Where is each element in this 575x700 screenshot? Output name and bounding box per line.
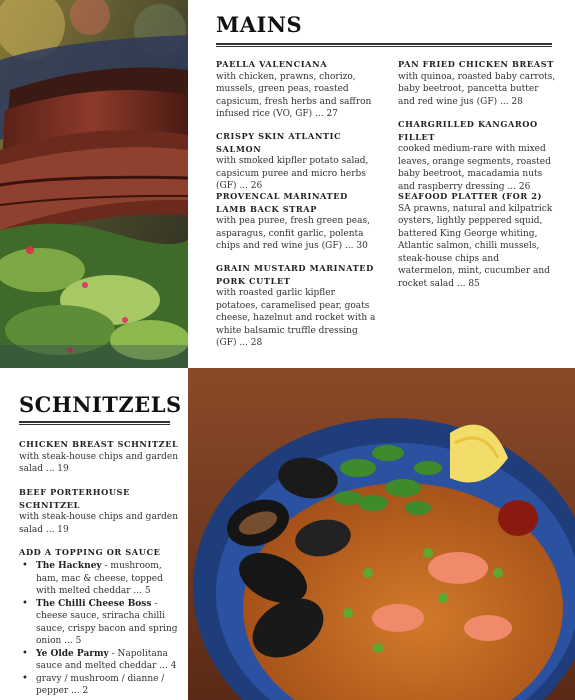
menu-item-desc: SA prawns, natural and kilpatrick oysters, lightly peppered squid, battered King George whiting, Atlantic salmon, chilli mussels, steak-house chips and watermelon, mint, cucumber and rocket salad ... 85	[398, 203, 553, 289]
menu-item-kangaroo	[398, 118, 556, 193]
mains-title: MAINS	[216, 12, 303, 37]
menu-item-name: BEEF PORTERHOUSE SCHNITZEL	[19, 487, 130, 510]
menu-item-name: PROVENCAL MARINATED LAMB BACK STRAP	[216, 191, 348, 214]
menu-item-pork	[216, 262, 376, 350]
list-item: • gravy / mushroom / dianne / pepper ... 2	[19, 673, 179, 698]
menu-item-chicken-schnitzel	[19, 438, 179, 476]
menu-item-lamb	[216, 190, 376, 253]
menu-item-name: GRAIN MUSTARD MARINATED PORK CUTLET	[216, 263, 374, 286]
menu-item-chicken	[398, 58, 556, 108]
menu-item-desc: with smoked kipfler potato salad, capsicum puree and micro herbs (GF) ... 26	[216, 156, 369, 191]
menu-item-name: CHARGRILLED KANGAROO FILLET	[398, 119, 538, 142]
mains-divider-thin	[216, 46, 552, 47]
list-item: • The Hackney - mushroom, ham, mac & cheese, topped with melted cheddar ... 5	[19, 560, 179, 598]
menu-item-desc: with steak-house chips and garden salad ... 19	[19, 512, 178, 535]
menu-item-desc: with pea puree, fresh green peas, asparagus, confit garlic, polenta chips and red wine jus (GF) ... 30	[216, 216, 370, 251]
menu-item-name: PAN FRIED CHICKEN BREAST	[398, 59, 554, 69]
menu-item-desc: with chicken, prawns, chorizo, mussels, green peas, roasted capsicum, fresh herbs and saffron infused rice (VO, GF) ... 27	[216, 71, 372, 119]
menu-item-name: CHICKEN BREAST SCHNITZEL	[19, 439, 179, 449]
menu-item-name: PAELLA VALENCIANA	[216, 59, 328, 69]
menu-item-desc: cooked medium-rare with mixed leaves, orange segments, roasted baby beetroot, macadamia nuts and raspberry dressing ... 26	[398, 144, 551, 192]
menu-item-desc: with roasted garlic kipfler potatoes, caramelised pear, goats cheese, hazelnut and rocket with a white balsamic truffle dressing (GF) ... 28	[216, 288, 376, 348]
menu-item-name: SEAFOOD PLATTER (FOR 2)	[398, 191, 542, 201]
menu-item-desc: with steak-house chips and garden salad ... 19	[19, 451, 178, 474]
menu-item-beef-schnitzel	[19, 486, 179, 536]
paella-photo	[188, 368, 575, 700]
schnitzels-divider	[19, 421, 170, 423]
menu-item-salmon	[216, 130, 376, 193]
topping-heading	[19, 546, 179, 559]
list-item: • Ye Olde Parmy - Napolitana sauce and melted cheddar ... 4	[19, 648, 179, 673]
menu-item-paella	[216, 58, 376, 121]
steak-photo	[0, 0, 188, 368]
menu-item-name: CRISPY SKIN ATLANTIC SALMON	[216, 131, 342, 154]
mains-divider	[216, 43, 552, 45]
list-item: • The Chilli Cheese Boss - cheese sauce, sriracha chilli sauce, crispy bacon and spring onion ... 5	[19, 598, 179, 648]
schnitzels-title: SCHNITZELS	[19, 392, 182, 417]
menu-item-seafood-platter	[398, 190, 556, 290]
menu-item-desc: with quinoa, roasted baby carrots, baby beetroot, pancetta butter and red wine jus (GF) ... 28	[398, 71, 556, 107]
topping-list	[19, 560, 179, 698]
schnitzels-divider-thin	[19, 424, 170, 425]
topping-heading-label: ADD A TOPPING OR SAUCE	[19, 547, 161, 557]
